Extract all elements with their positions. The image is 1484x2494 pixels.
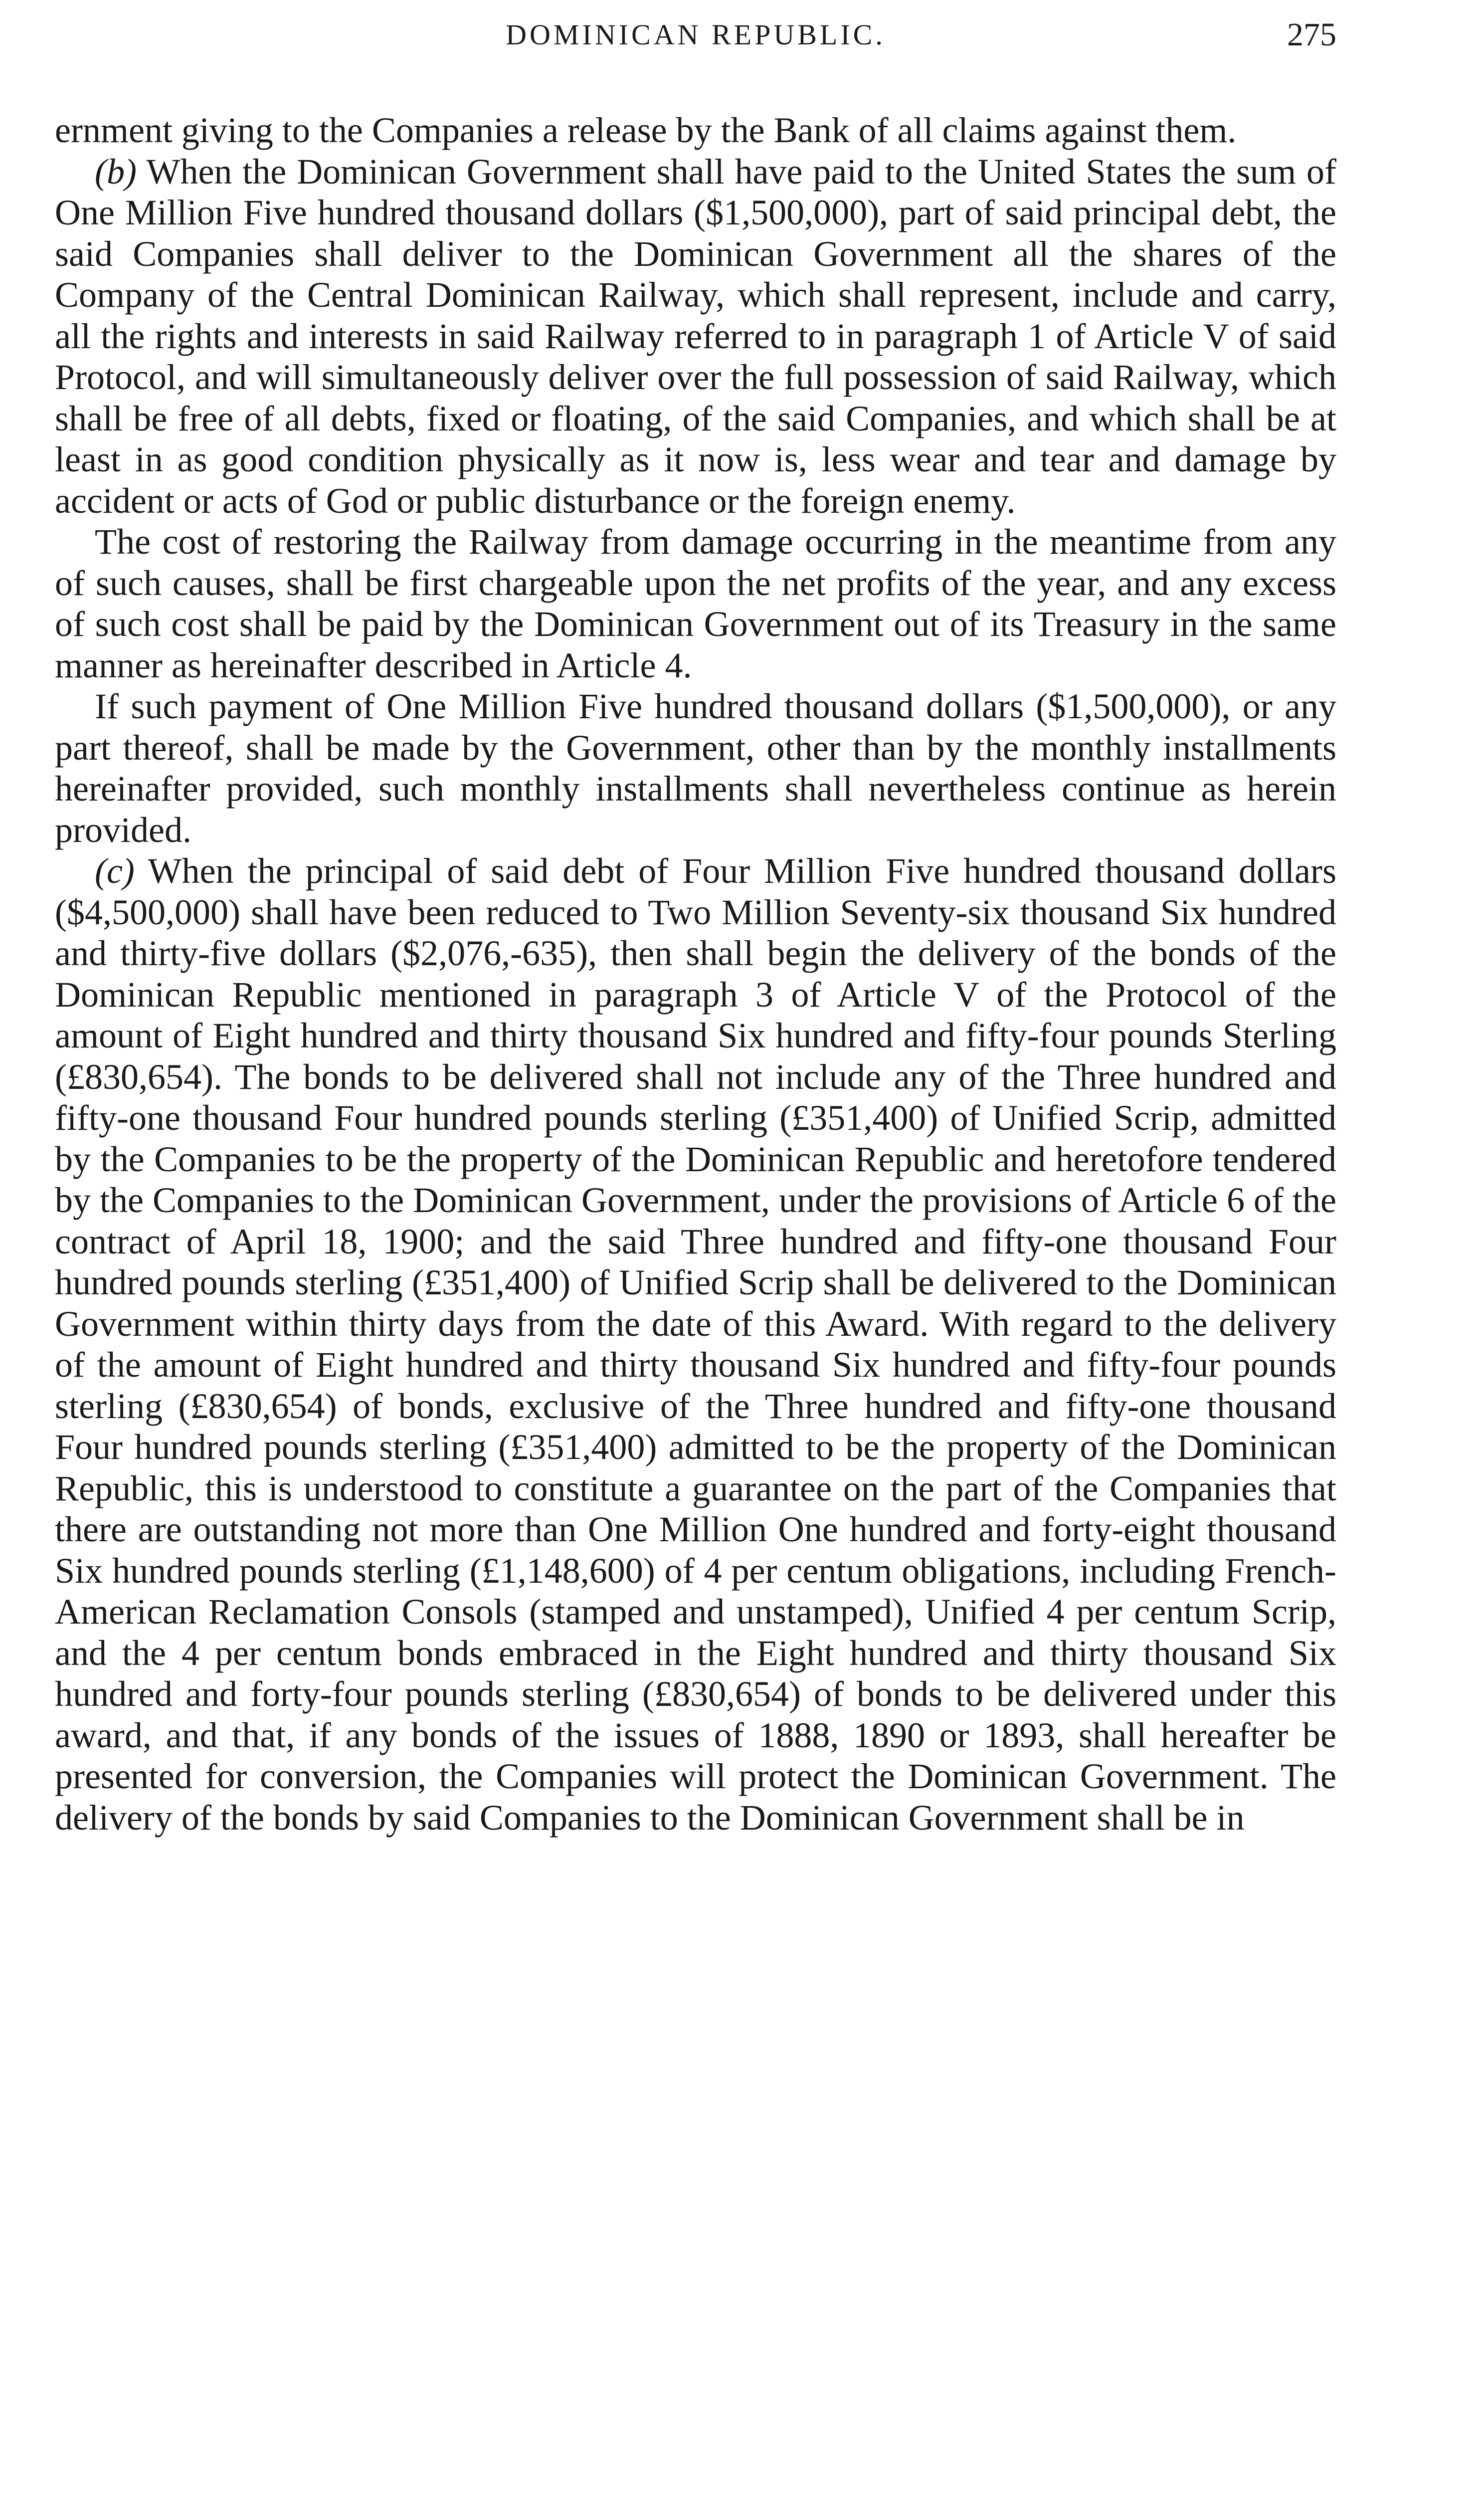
paragraph-restoring-cost [55,521,1336,686]
paragraph-c [55,850,1336,1838]
running-head [55,15,1336,60]
document-page [55,15,1336,1838]
paragraph-text: ernment giving to the Companies a release by the Bank of all claims against them. [55,110,1237,150]
body-text [55,110,1336,1838]
paragraph-text: The cost of restoring the Railway from damage occurring in the meantime from any of such causes, shall be first chargeable upon the net profits of the year, and any excess of such cost shall be paid by the Dominican Government out of its Treasury in the same manner as hereinafter described in Article 4. [55,522,1336,685]
paragraph-label: (c) [95,851,135,891]
paragraph-continuation [55,110,1336,151]
paragraph-text: When the Dominican Government shall have paid to the United States the sum of One Million Five hundred thousand dollars ($1,500,000), part of said principal debt, the said Companies shall deliver to the Dominican Government all the shares of the Company of the Central Dominican Railway, which shall represent, include and carry, all the rights and interests in said Railway referred to in paragraph 1 of Article V of said Protocol, and will simultaneously deliver over the full possession of said Railway, which shall be free of all debts, fixed or floating, of the said Companies, and which shall be at least in as good condition physically as it now is, less wear and tear and damage by accident or acts of God or public disturbance or the foreign enemy. [55,151,1336,521]
paragraph-text: When the principal of said debt of Four Million Five hundred thousand dollars ($4,500,000) shall have been reduced to Two Million Seventy-six thousand Six hundred and thirty-five dollars ($2,076,-635), then shall begin the delivery of the bonds of the Dominican Republic mentioned in paragraph 3 of Article V of the Protocol of the amount of Eight hundred and thirty thousand Six hundred and fifty-four pounds Sterling (£830,654). The bonds to be delivered shall not include any of the Three hundred and fifty-one thousand Four hundred pounds sterling (£351,400) of Unified Scrip, admitted by the Companies to be the property of the Dominican Republic and heretofore tendered by the Companies to the Dominican Government, under the provisions of Article 6 of the contract of April 18, 1900; and the said Three hundred and fifty-one thousand Four hundred pounds sterling (£351,400) of Unified Scrip shall be delivered to the Dominican Government within thirty days from the date of this Award. With regard to the delivery of the amount of Eight hundred and thirty thousand Six hundred and fifty-four pounds sterling (£830,654) of bonds, exclusive of the Three hundred and fifty-one thousand Four hundred pounds sterling (£351,400) admitted to be the property of the Dominican Republic, this is understood to constitute a guarantee on the part of the Companies that there are outstanding not more than One Million One hundred and forty-eight thousand Six hundred pounds sterling (£1,148,600) of 4 per centum obligations, including French-American Reclamation Consols (stamped and unstamped), Unified 4 per centum Scrip, and the 4 per centum bonds embraced in the Eight hundred and thirty thousand Six hundred and forty-four pounds sterling (£830,654) of bonds to be delivered under this award, and that, if any bonds of the issues of 1888, 1890 or 1893, shall hereafter be presented for conversion, the Companies will protect the Dominican Government. The delivery of the bonds by said Companies to the Dominican Government shall be in [55,851,1336,1838]
paragraph-label: (b) [95,151,137,192]
paragraph-text: If such payment of One Million Five hundred thousand dollars ($1,500,000), or any part thereof, shall be made by the Government, other than by the monthly installments hereinafter provided, such monthly installments shall nevertheless continue as herein provided. [55,686,1336,850]
page-number: 275 [1287,16,1336,53]
paragraph-b [55,151,1336,522]
running-title: DOMINICAN REPUBLIC. [506,18,886,51]
paragraph-payment [55,686,1336,850]
